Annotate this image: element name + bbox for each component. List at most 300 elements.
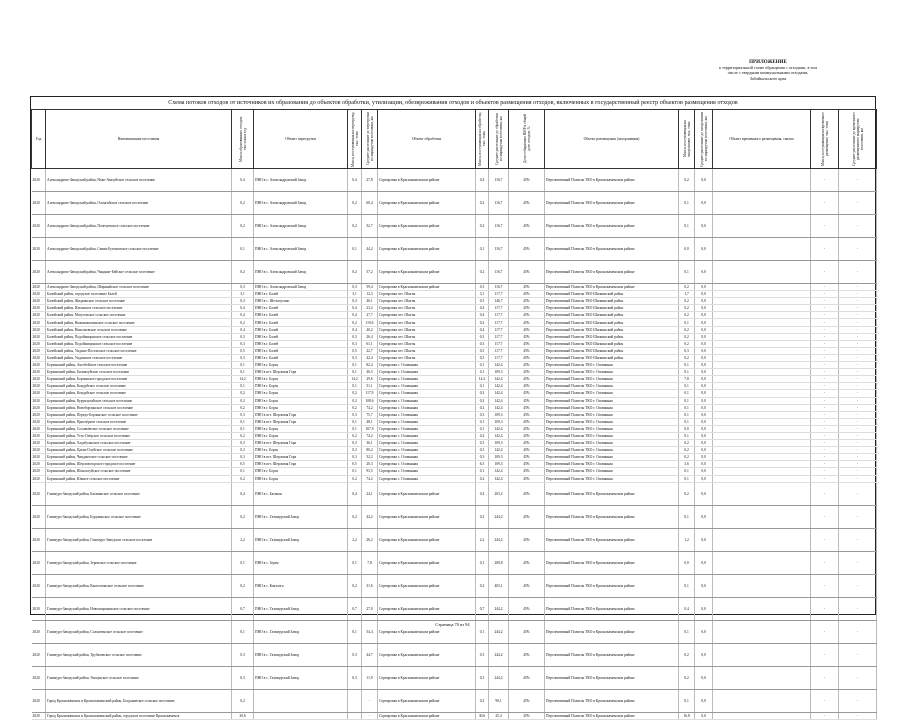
cell-processing-distance: 116,7 [489, 169, 509, 192]
cell-temporary-object [713, 390, 811, 397]
cell-transfer-mass: 2,2 [348, 528, 362, 551]
cell-transfer-object: ПНО в пгт. Шерловая Гора [254, 454, 348, 461]
cell-processing-mass: 30,6 [476, 712, 489, 719]
cell-temporary-distance: - [839, 689, 877, 712]
header-waste-mass: Масса образованных отходов, тыс.тонн в год [232, 110, 254, 169]
cell-settlement: Газимуро-Заводский район, Солонченское сельское поселение [46, 620, 232, 643]
cell-waste-mass: 0,2 [232, 432, 254, 439]
cell-disposal-distance: 0,0 [695, 347, 713, 354]
cell-waste-mass: 0,3 [232, 454, 254, 461]
header-temporary-mass: Масса, поступающая на временное размещение, тыс. тонн [811, 110, 839, 169]
table-row [32, 215, 877, 238]
cell-temporary-object [713, 425, 811, 432]
cell-temporary-distance: - [839, 468, 877, 475]
cell-temporary-distance: - [839, 319, 877, 326]
cell-processing-distance: 403,1 [489, 574, 509, 597]
table-row [32, 712, 877, 719]
cell-waste-mass: 0,3 [232, 284, 254, 291]
cell-settlement: Борзинский район, Кондуйское сельское поселение [46, 390, 232, 397]
cell-temporary-mass: - [811, 574, 839, 597]
cell-disposal-object: Перспективный Полигон ТКО г. Оловянная [545, 369, 679, 376]
cell-transfer-object: ПНО в с. Газимурский Завод [254, 643, 348, 666]
cell-processing-distance: 142,4 [489, 383, 509, 390]
cell-temporary-distance: - [839, 305, 877, 312]
cell-disposal-mass: 0,1 [679, 362, 695, 369]
cell-year: 2020 [32, 326, 46, 333]
cell-year: 2020 [32, 574, 46, 597]
cell-transfer-object [254, 712, 348, 719]
cell-recyclables-share: 45% [509, 454, 545, 461]
cell-temporary-mass: - [811, 169, 839, 192]
cell-temporary-object [713, 284, 811, 291]
cell-processing-distance: 116,7 [489, 238, 509, 261]
cell-processing-object: Сортировка пгт. Шахты [378, 326, 476, 333]
cell-transfer-distance: 48,1 [362, 418, 378, 425]
cell-temporary-object [713, 440, 811, 447]
cell-recyclables-share: 45% [509, 305, 545, 312]
cell-processing-distance: 244,2 [489, 528, 509, 551]
cell-disposal-mass: 0,1 [679, 468, 695, 475]
cell-processing-distance: 109,3 [489, 411, 509, 418]
cell-disposal-object: Перспективный Полигон ТКО г. Оловянная [545, 461, 679, 468]
cell-disposal-object: Перспективный Полигон ТКО Шилкинский район [545, 298, 679, 305]
cell-transfer-mass: 0,1 [348, 620, 362, 643]
cell-waste-mass: 0,2 [232, 192, 254, 215]
cell-processing-distance: 25,4 [489, 712, 509, 719]
cell-transfer-mass: 0,4 [348, 482, 362, 505]
cell-disposal-object: Перспективный Полигон ТКО в Краснокаменском районе [545, 620, 679, 643]
cell-settlement: Александрово-Заводский район, Олонгойское сельское поселение [46, 192, 232, 215]
cell-processing-object: Сортировка с. Оловянная [378, 418, 476, 425]
cell-temporary-distance: - [839, 347, 877, 354]
cell-disposal-object: Перспективный Полигон ТКО Шилкинский район [545, 340, 679, 347]
cell-year: 2020 [32, 362, 46, 369]
cell-temporary-distance: - [839, 447, 877, 454]
cell-year: 2020 [32, 689, 46, 712]
cell-settlement: Балейский район, Подоймицинское сельское поселение [46, 340, 232, 347]
cell-temporary-mass: - [811, 643, 839, 666]
cell-temporary-mass: - [811, 319, 839, 326]
cell-waste-mass: 0,1 [232, 418, 254, 425]
cell-temporary-mass: - [811, 620, 839, 643]
cell-disposal-mass: 0,1 [679, 192, 695, 215]
cell-processing-mass: 0,4 [476, 482, 489, 505]
cell-transfer-mass: 0,2 [348, 319, 362, 326]
cell-temporary-distance: - [839, 291, 877, 298]
cell-transfer-object: ПНО в с. Газимурский Завод [254, 528, 348, 551]
table-row [32, 482, 877, 505]
cell-transfer-object [254, 689, 348, 712]
cell-disposal-object: Перспективный Полигон ТКО г. Оловянная [545, 468, 679, 475]
cell-processing-object: Сортировка в Краснокаменском районе [378, 482, 476, 505]
table-row [32, 298, 877, 305]
cell-year: 2020 [32, 291, 46, 298]
cell-disposal-mass: 0,1 [679, 390, 695, 397]
cell-temporary-object [713, 215, 811, 238]
cell-processing-mass: 0,3 [476, 454, 489, 461]
cell-disposal-distance: 0,0 [695, 432, 713, 439]
cell-disposal-object: Перспективный Полигон ТКО г. Оловянная [545, 404, 679, 411]
cell-processing-object: Сортировка пгт. Шахты [378, 319, 476, 326]
cell-processing-distance: 244,2 [489, 505, 509, 528]
cell-transfer-distance: 24,1 [362, 482, 378, 505]
cell-temporary-mass: - [811, 192, 839, 215]
table-row [32, 440, 877, 447]
cell-settlement: Александрово-Заводский район, Почечуевское сельское поселение [46, 215, 232, 238]
cell-disposal-object: Перспективный Полигон ТКО в Краснокаменском районе [545, 643, 679, 666]
cell-disposal-distance: 0,0 [695, 666, 713, 689]
table-row [32, 340, 877, 347]
cell-year: 2020 [32, 192, 46, 215]
cell-year: 2020 [32, 461, 46, 468]
cell-transfer-mass: 0,3 [348, 284, 362, 291]
cell-disposal-mass: 0,2 [679, 169, 695, 192]
cell-transfer-distance: 60,4 [362, 192, 378, 215]
cell-processing-distance: 117,7 [489, 340, 509, 347]
cell-transfer-distance: 57,2 [362, 261, 378, 284]
cell-transfer-mass: 0,3 [348, 666, 362, 689]
cell-temporary-distance: - [839, 505, 877, 528]
cell-processing-object: Сортировка в Краснокаменском районе [378, 505, 476, 528]
waste-flow-table [31, 109, 877, 720]
cell-processing-mass: 0,3 [476, 666, 489, 689]
cell-processing-object: Сортировка с. Оловянная [378, 369, 476, 376]
cell-disposal-mass: 0,1 [679, 369, 695, 376]
cell-recyclables-share: 45% [509, 597, 545, 620]
cell-temporary-object [713, 689, 811, 712]
cell-disposal-distance: 0,0 [695, 298, 713, 305]
cell-transfer-object: ПНО в пгт. Шерловая Гора [254, 461, 348, 468]
cell-waste-mass: 0,1 [232, 238, 254, 261]
cell-temporary-mass: - [811, 354, 839, 361]
cell-processing-object: Сортировка в Краснокаменском районе [378, 238, 476, 261]
cell-disposal-distance: 0,0 [695, 447, 713, 454]
cell-processing-mass: 0,3 [476, 411, 489, 418]
cell-temporary-distance: - [839, 284, 877, 291]
cell-processing-distance: 109,3 [489, 461, 509, 468]
cell-disposal-distance: 0,0 [695, 461, 713, 468]
cell-temporary-object [713, 574, 811, 597]
cell-recyclables-share: 45% [509, 432, 545, 439]
cell-processing-mass: 6,5 [476, 461, 489, 468]
cell-transfer-distance: 7,8 [362, 551, 378, 574]
cell-disposal-distance: 0,0 [695, 454, 713, 461]
cell-year: 2020 [32, 404, 46, 411]
cell-temporary-object [713, 326, 811, 333]
cell-settlement: Газимуро-Заводский район, Зеренское сельское поселение [46, 551, 232, 574]
cell-waste-mass: 0,3 [232, 440, 254, 447]
cell-disposal-distance: 0,0 [695, 404, 713, 411]
cell-transfer-distance: 36,1 [362, 440, 378, 447]
cell-transfer-object: ПНО в с. Александровский Завод [254, 238, 348, 261]
cell-disposal-object: Перспективный Полигон ТКО в Краснокаменском районе [545, 215, 679, 238]
cell-temporary-object [713, 432, 811, 439]
cell-processing-object: Сортировка с. Оловянная [378, 397, 476, 404]
cell-disposal-mass: 0,1 [679, 505, 695, 528]
cell-processing-distance: 117,7 [489, 333, 509, 340]
cell-disposal-distance: 0,0 [695, 383, 713, 390]
cell-processing-object: Сортировка с. Оловянная [378, 475, 476, 482]
cell-temporary-distance: - [839, 354, 877, 361]
cell-transfer-mass: 6,5 [348, 461, 362, 468]
cell-settlement: Город Краснокаменск и Краснокаменский район, городское поселение Краснокаменск [46, 712, 232, 719]
cell-settlement: Газимуро-Заводский район, Газимуро-Заводское сельское поселение [46, 528, 232, 551]
cell-temporary-mass: - [811, 461, 839, 468]
cell-disposal-object: Перспективный Полигон ТКО в Краснокаменском районе [545, 689, 679, 712]
cell-temporary-distance: - [839, 551, 877, 574]
cell-disposal-object: Перспективный Полигон ТКО в Краснокаменском районе [545, 574, 679, 597]
cell-processing-distance: 142,4 [489, 468, 509, 475]
cell-transfer-object: ПНО в с. Шелопугино [254, 298, 348, 305]
cell-disposal-distance: 0,0 [695, 340, 713, 347]
cell-temporary-object [713, 505, 811, 528]
cell-processing-mass: 0,3 [476, 440, 489, 447]
cell-temporary-distance: - [839, 192, 877, 215]
cell-waste-mass: 14,2 [232, 376, 254, 383]
cell-year: 2020 [32, 411, 46, 418]
table-row [32, 305, 877, 312]
cell-temporary-object [713, 369, 811, 376]
cell-transfer-mass: 3,1 [348, 291, 362, 298]
cell-disposal-mass: 0,0 [679, 238, 695, 261]
cell-processing-object: Сортировка с. Оловянная [378, 425, 476, 432]
header-transfer-distance: Среднее расстояние до перегрузки по маршрутам поселения, км [362, 110, 378, 169]
cell-disposal-distance: 0,0 [695, 319, 713, 326]
cell-temporary-object [713, 666, 811, 689]
cell-transfer-distance: 29,6 [362, 376, 378, 383]
table-row [32, 291, 877, 298]
cell-temporary-object [713, 347, 811, 354]
header-processing-object: Объект обработки [378, 110, 476, 169]
cell-transfer-distance: 40,2 [362, 326, 378, 333]
cell-disposal-distance: 0,0 [695, 411, 713, 418]
cell-temporary-mass: - [811, 666, 839, 689]
table-row [32, 404, 877, 411]
cell-year: 2020 [32, 432, 46, 439]
table-row [32, 574, 877, 597]
cell-waste-mass: 0,7 [232, 597, 254, 620]
cell-transfer-mass: 0,5 [348, 347, 362, 354]
cell-temporary-object [713, 319, 811, 326]
cell-temporary-object [713, 482, 811, 505]
cell-disposal-mass: 0,2 [679, 326, 695, 333]
cell-processing-mass: 0,2 [476, 390, 489, 397]
cell-waste-mass: 0,3 [232, 643, 254, 666]
table-row [32, 326, 877, 333]
cell-processing-mass: 0,3 [476, 643, 489, 666]
cell-temporary-object [713, 305, 811, 312]
cell-temporary-object [713, 192, 811, 215]
cell-disposal-object: Перспективный Полигон ТКО в Краснокаменском районе [545, 169, 679, 192]
cell-year: 2020 [32, 284, 46, 291]
cell-transfer-mass: 0,2 [348, 192, 362, 215]
cell-transfer-object: ПНО в с. Кактолга [254, 574, 348, 597]
cell-disposal-mass: 0,0 [679, 425, 695, 432]
cell-temporary-mass: - [811, 333, 839, 340]
cell-temporary-mass: - [811, 505, 839, 528]
cell-disposal-object: Перспективный Полигон ТКО г. Оловянная [545, 397, 679, 404]
cell-temporary-distance: - [839, 404, 877, 411]
cell-waste-mass: 0,1 [232, 620, 254, 643]
cell-processing-object: Сортировка пгт. Шахты [378, 312, 476, 319]
cell-processing-mass: 0,2 [476, 319, 489, 326]
cell-waste-mass: 0,2 [232, 390, 254, 397]
cell-recyclables-share: 45% [509, 551, 545, 574]
cell-transfer-mass: 0,1 [348, 418, 362, 425]
document-title: Схема потоков отходов от источников их образования до объектов обработки, утилизации, обезвреживания отходов и объектов размещения отходов, включенных в государственный реестр объектов размещения отходов [168, 100, 738, 106]
cell-transfer-object: ПНО в с. Александровский Завод [254, 192, 348, 215]
header-processing-mass: Масса, поступающая на обработку, тыс. тонн [476, 110, 489, 169]
cell-transfer-distance: 46,1 [362, 298, 378, 305]
cell-transfer-distance: 167,9 [362, 425, 378, 432]
cell-disposal-mass: 0,2 [679, 284, 695, 291]
appendix-title: ПРИЛОЖЕНИЕ [749, 60, 787, 65]
cell-processing-mass: 0,1 [476, 468, 489, 475]
cell-temporary-object [713, 528, 811, 551]
cell-transfer-mass: 0,1 [348, 425, 362, 432]
cell-processing-mass: 0,2 [476, 261, 489, 284]
cell-year: 2020 [32, 620, 46, 643]
table-row [32, 397, 877, 404]
cell-disposal-object: Перспективный Полигон ТКО г. Оловянная [545, 411, 679, 418]
cell-transfer-distance: 12,3 [362, 291, 378, 298]
cell-disposal-distance: 0,0 [695, 354, 713, 361]
cell-transfer-object: ПНО в г. Борзя [254, 432, 348, 439]
header-processing-distance: Среднее расстояние до обработки по маршрутам поселения, км [489, 110, 509, 169]
cell-temporary-object [713, 354, 811, 361]
cell-processing-object: Сортировка с. Оловянная [378, 447, 476, 454]
cell-year: 2020 [32, 643, 46, 666]
cell-transfer-distance: 27,7 [362, 312, 378, 319]
cell-transfer-distance: 117,9 [362, 390, 378, 397]
cell-settlement: Газимуро-Заводский район, Ушмунское сельское поселение [46, 666, 232, 689]
cell-settlement: Борзинский район, Чиндантское сельское поселение [46, 454, 232, 461]
cell-recyclables-share: 45% [509, 169, 545, 192]
cell-disposal-object: Перспективный Полигон ТКО г. Оловянная [545, 447, 679, 454]
header-transfer-object: Объект перегрузки [254, 110, 348, 169]
cell-disposal-mass: 0,2 [679, 643, 695, 666]
header-transfer-mass: Масса, поступающая на перегрузку, тыс. тонн [348, 110, 362, 169]
cell-temporary-distance: - [839, 261, 877, 284]
page-footer: Страница 70 из 94 [435, 622, 470, 627]
cell-temporary-distance: - [839, 397, 877, 404]
cell-processing-object: Сортировка в Краснокаменском районе [378, 620, 476, 643]
cell-temporary-distance: - [839, 666, 877, 689]
cell-transfer-distance: 22,7 [362, 347, 378, 354]
cell-waste-mass: 0,2 [232, 261, 254, 284]
cell-transfer-object: ПНО в г. Борзя [254, 447, 348, 454]
cell-processing-distance: 90,1 [489, 689, 509, 712]
cell-year: 2020 [32, 440, 46, 447]
cell-processing-distance: 142,4 [489, 404, 509, 411]
cell-transfer-mass: 0,1 [348, 362, 362, 369]
cell-recyclables-share: 45% [509, 425, 545, 432]
cell-disposal-object: Перспективный Полигон ТКО в Краснокаменском районе [545, 482, 679, 505]
cell-temporary-distance: - [839, 574, 877, 597]
cell-recyclables-share: 45% [509, 666, 545, 689]
cell-settlement: Балейский район, Николаевское сельское поселение [46, 326, 232, 333]
cell-transfer-distance: 27,8 [362, 169, 378, 192]
cell-transfer-object: ПНО в с. Газимурский Завод [254, 505, 348, 528]
cell-recyclables-share: 45% [509, 312, 545, 319]
cell-processing-object: Сортировка с. Оловянная [378, 454, 476, 461]
cell-temporary-object [713, 291, 811, 298]
cell-recyclables-share: 45% [509, 347, 545, 354]
cell-transfer-mass: 0,2 [348, 390, 362, 397]
cell-transfer-object: ПНО в с. Газимурский Завод [254, 620, 348, 643]
cell-transfer-object: ПНО в г. Балей [254, 347, 348, 354]
cell-processing-mass: 0,1 [476, 551, 489, 574]
cell-processing-distance: 142,4 [489, 397, 509, 404]
cell-temporary-mass: - [811, 215, 839, 238]
cell-disposal-distance: 0,0 [695, 376, 713, 383]
cell-recyclables-share: 45% [509, 376, 545, 383]
cell-disposal-mass: 0,1 [679, 620, 695, 643]
cell-transfer-distance: - [362, 712, 378, 719]
cell-settlement: Борзинский район, Приозёрное сельское поселение [46, 418, 232, 425]
cell-transfer-distance: 119,6 [362, 319, 378, 326]
cell-transfer-distance: 31,6 [362, 574, 378, 597]
cell-processing-object: Сортировка с. Оловянная [378, 376, 476, 383]
cell-settlement: Газимуро-Заводский район, Батаканское сельское поселение [46, 482, 232, 505]
cell-settlement: Борзинский район, Хадабулакское сельское поселение [46, 440, 232, 447]
cell-processing-object: Сортировка с. Оловянная [378, 383, 476, 390]
table-row [32, 643, 877, 666]
cell-transfer-distance: 52,7 [362, 215, 378, 238]
cell-settlement: Балейский район, Жидкинское сельское поселение [46, 298, 232, 305]
cell-disposal-mass: 0,1 [679, 411, 695, 418]
cell-waste-mass: 0,2 [232, 319, 254, 326]
cell-disposal-distance: 0,0 [695, 505, 713, 528]
cell-recyclables-share: 45% [509, 689, 545, 712]
cell-transfer-object: ПНО в г. Балей [254, 319, 348, 326]
cell-temporary-distance: - [839, 298, 877, 305]
cell-temporary-object [713, 312, 811, 319]
cell-processing-object: Сортировка с. Оловянная [378, 440, 476, 447]
cell-settlement: Борзинский район, Курунзулайское сельское поселение [46, 397, 232, 404]
cell-transfer-object: ПНО в г. Балей [254, 354, 348, 361]
cell-disposal-object: Перспективный Полигон ТКО в Краснокаменском районе [545, 261, 679, 284]
appendix-line: Забайкальского края [749, 75, 787, 81]
cell-processing-object: Сортировка с. Оловянная [378, 468, 476, 475]
cell-disposal-mass: 0,1 [679, 574, 695, 597]
cell-recyclables-share: 45% [509, 505, 545, 528]
cell-transfer-distance: 74,2 [362, 404, 378, 411]
cell-temporary-object [713, 376, 811, 383]
cell-temporary-mass: - [811, 238, 839, 261]
table-row [32, 505, 877, 528]
cell-temporary-object [713, 447, 811, 454]
cell-processing-distance: 117,7 [489, 319, 509, 326]
cell-processing-object: Сортировка пгт. Шахты [378, 298, 476, 305]
cell-temporary-object [713, 261, 811, 284]
cell-disposal-object: Перспективный Полигон ТКО г. Оловянная [545, 454, 679, 461]
cell-disposal-mass: 0,1 [679, 404, 695, 411]
cell-disposal-mass: 0,0 [679, 551, 695, 574]
cell-processing-distance: 142,4 [489, 475, 509, 482]
cell-processing-object: Сортировка пгт. Шахты [378, 340, 476, 347]
cell-settlement: Борзинский район, Биликтуйское сельское поселение [46, 369, 232, 376]
cell-year: 2020 [32, 454, 46, 461]
cell-recyclables-share: 45% [509, 712, 545, 719]
cell-disposal-distance: 0,0 [695, 215, 713, 238]
cell-recyclables-share: 45% [509, 383, 545, 390]
cell-transfer-distance: 27,0 [362, 597, 378, 620]
cell-disposal-object: Перспективный Полигон ТКО в Краснокаменском районе [545, 528, 679, 551]
table-row [32, 411, 877, 418]
cell-transfer-object: ПНО в г. Борзя [254, 404, 348, 411]
cell-disposal-object: Перспективный Полигон ТКО в Краснокаменском районе [545, 238, 679, 261]
